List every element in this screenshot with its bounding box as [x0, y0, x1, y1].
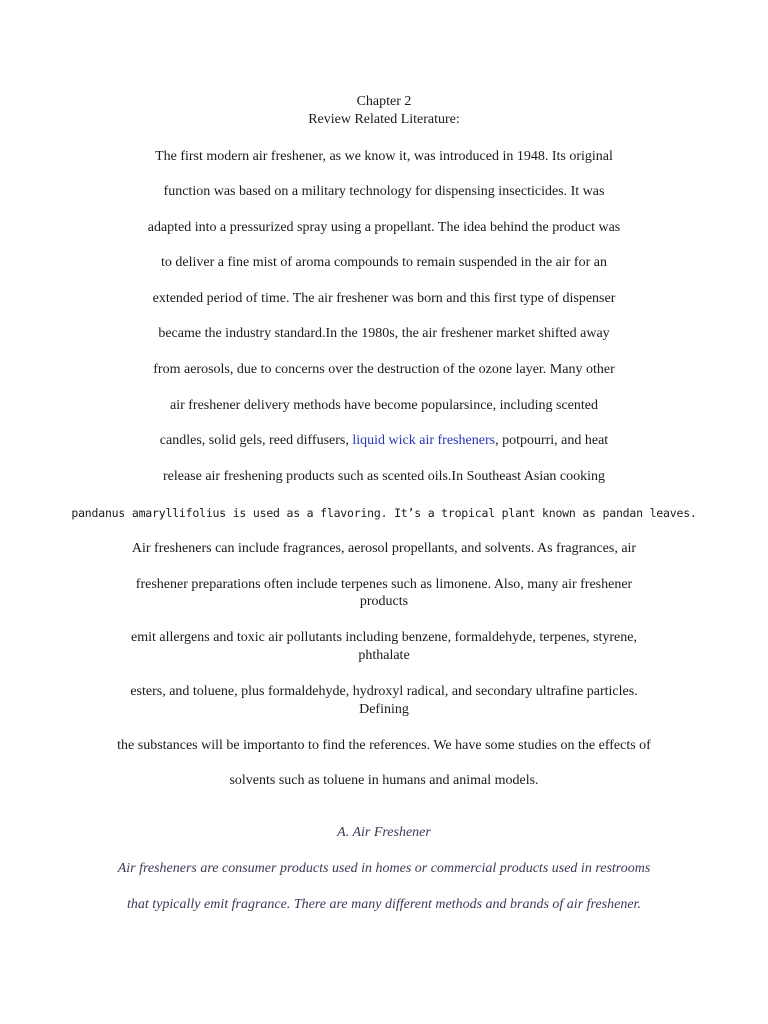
paragraph-line: The first modern air freshener, as we know it, was introduced in 1948. Its original [155, 149, 613, 164]
paragraph-line: air freshener delivery methods have become popularsince, including scented [169, 398, 598, 413]
paragraph-line: became the industry standard.In the 1980s, the air freshener market shifted away [158, 326, 610, 341]
paragraph-line: Defining [359, 702, 409, 717]
section-line: Air fresheners are consumer products used in homes or commercial products used in restrooms [117, 861, 651, 876]
paragraph-line: solvents such as toluene in humans and animal models. [229, 773, 539, 788]
paragraph-line: Air fresheners can include fragrances, aerosol propellants, and solvents. As fragrances, air [131, 541, 637, 556]
paragraph-line: esters, and toluene, plus formaldehyde, hydroxyl radical, and secondary ultrafine particles. [130, 684, 638, 699]
section-title: A. Air Freshener [337, 825, 431, 840]
pandan-line: pandanus amaryllifolius is used as a flavoring. It’s a tropical plant known as pandan leaves. [71, 506, 697, 520]
paragraph-line: the substances will be importanto to find the references. We have some studies on the effects of [117, 738, 651, 753]
paragraph-line: freshener preparations often include terpenes such as limonene. Also, many air freshener [135, 577, 633, 592]
paragraph-line-with-link [0, 432, 768, 449]
paragraph-line: function was based on a military technology for dispensing insecticides. It was [163, 184, 605, 199]
liquid-wick-link[interactable]: liquid wick air fresheners [352, 433, 496, 448]
section-line: that typically emit fragrance. There are many different methods and brands of air freshener. [127, 897, 641, 912]
paragraph-line: release air freshening products such as scented oils.In Southeast Asian cooking [162, 469, 606, 484]
paragraph-line: extended period of time. The air freshener was born and this first type of dispenser [152, 291, 616, 306]
paragraph-line: phthalate [358, 648, 410, 663]
chapter-heading: Review Related Literature: [308, 112, 460, 127]
link-line-before: candles, solid gels, reed diffusers, [159, 433, 353, 448]
link-line-after: , potpourri, and heat [495, 433, 609, 448]
paragraph-line: to deliver a fine mist of aroma compounds to remain suspended in the air for an [161, 255, 607, 270]
paragraph-line: products [359, 594, 409, 609]
paragraph-line: emit allergens and toxic air pollutants including benzene, formaldehyde, terpenes, styrene, [131, 630, 637, 645]
paragraph-line: from aerosols, due to concerns over the destruction of the ozone layer. Many other [153, 362, 615, 377]
chapter-title: Chapter 2 [356, 94, 412, 109]
paragraph-line: adapted into a pressurized spray using a propellant. The idea behind the product was [147, 220, 621, 235]
